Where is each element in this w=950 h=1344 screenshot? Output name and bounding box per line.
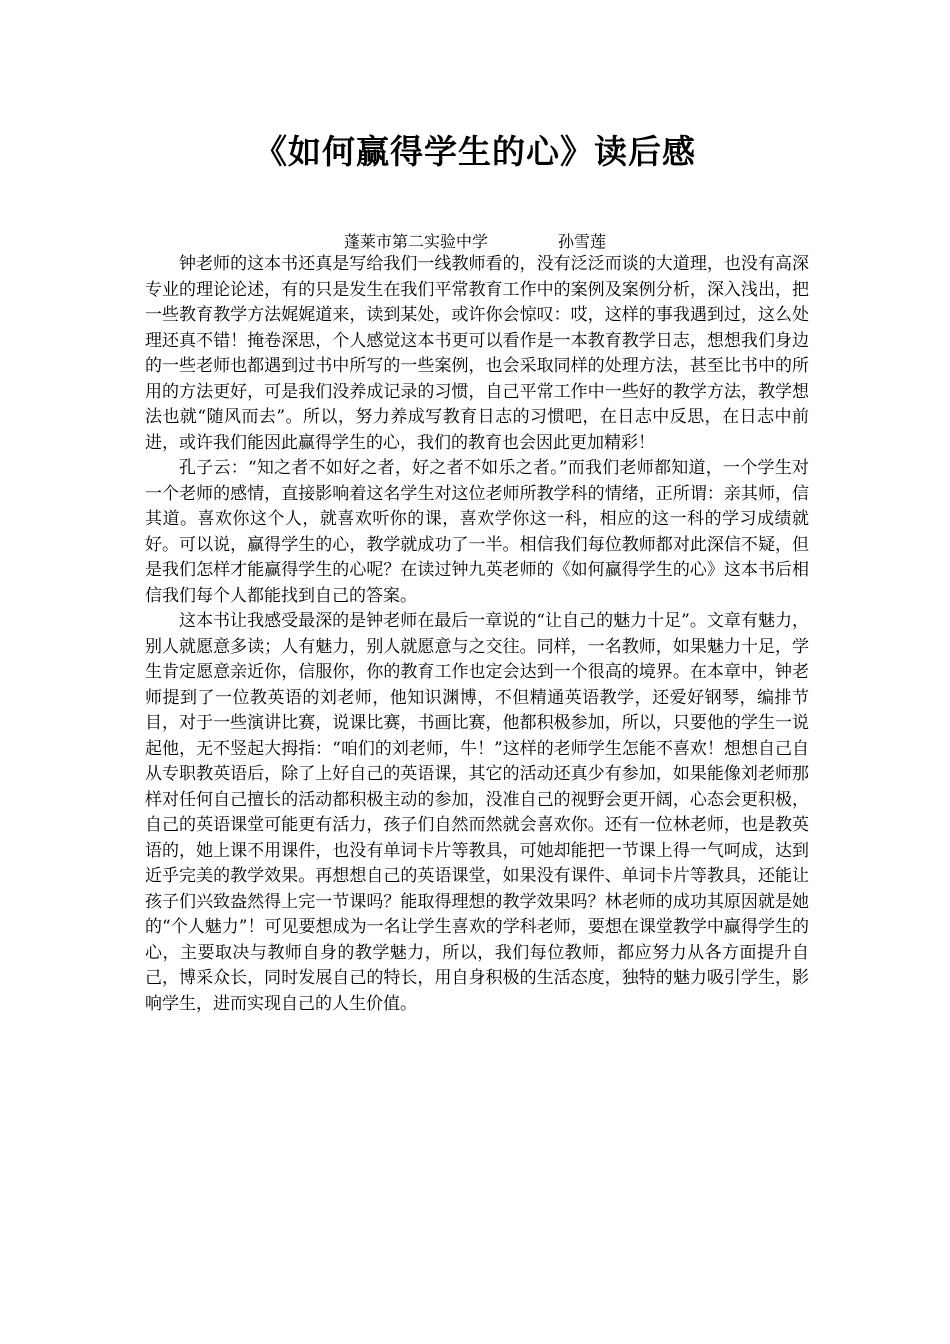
paragraph-2: 孔子云：“知之者不如好之者，好之者不如乐之者。”而我们老师都知道，一个学生对一个老师的感情，直接影响着这名学生对这位老师所教学科的情绪，正所谓：亲其师，信其道。喜欢你这个人，就喜欢听你的课，喜欢学你这一科，相应的这一科的学习成绩就好。可以说，赢得学生的心，教学就成功了一半。相信我们每位教师都对此深信不疑，但是我们怎样才能赢得学生的心呢？在读过钟九英老师的《如何赢得学生的心》这本书后相信我们每个人都能找到自己的答案。: [145, 458, 809, 606]
school-name: 蓬莱市第二实验中学: [343, 232, 488, 251]
paragraph-3: 这本书让我感受最深的是钟老师在最后一章说的“让自己的魅力十足”。文章有魅力，别人就愿意多读；人有魅力，别人就愿意与之交往。同样，一名教师，如果魅力十足，学生肯定愿意亲近你，信服你，你的教育工作也定会达到一个很高的境界。在本章中，钟老师提到了一位教英语的刘老师，他知识渊博，不但精通英语教学，还爱好钢琴，编排节目，对于一些演讲比赛，说课比赛，书画比赛，他都积极参加，所以，只要他的学生一说起他，无不竖起大拇指：“咱们的刘老师，牛！”这样的老师学生怎能不喜欢！想想自己自从专职教英语后，除了上好自己的英语课，其它的活动还真少有参加，如果能像刘老师那样对任何自己擅长的活动都积极主动的参加，没准自己的视野会更开阔，心态会更积极，自己的英语课堂可能更有活力，孩子们自然而然就会喜欢你。还有一位林老师，也是教英语的，她上课不用课件，也没有单词卡片等教具，可她却能把一节课上得一气呵成，达到近乎完美的教学效果。再想想自己的英语课堂，如果没有课件、单词卡片等教具，还能让孩子们兴致盎然得上完一节课吗？能取得理想的教学效果吗？林老师的成功其原因就是她的“个人魅力”！可见要想成为一名让学生喜欢的学科老师，要想在课堂教学中赢得学生的心，主要取决与教师自身的教学魅力，所以，我们每位教师，都应努力从各方面提升自己，博采众长，同时发展自己的特长，用自身积极的生活态度，独特的魅力吸引学生，影响学生，进而实现自己的人生价值。: [145, 611, 809, 1014]
author-name: 孙雪莲: [558, 232, 607, 251]
page-title: 《如何赢得学生的心》读后感: [254, 132, 696, 171]
article-body: [145, 252, 809, 1017]
paragraph-1: 钟老师的这本书还真是写给我们一线教师看的，没有泛泛而谈的大道理，也没有高深专业的理论论述，有的只是发生在我们平常教育工作中的案例及案例分析，深入浅出，把一些教育教学方法娓娓道来，读到某处，或许你会惊叹：哎，这样的事我遇到过，这么处理还真不错！掩卷深思，个人感觉这本书更可以看作是一本教育教学日志，想想我们身边的一些老师也都遇到过书中所写的一些案例，也会采取同样的处理方法，甚至比书中的所用的方法更好，可是我们没养成记录的习惯，自己平常工作中一些好的教学方法，教学想法也就“随风而去”。所以，努力养成写教育日志的习惯吧，在日志中反思，在日志中前进，或许我们能因此赢得学生的心，我们的教育也会因此更加精彩！: [145, 254, 809, 453]
byline: [0, 229, 950, 252]
